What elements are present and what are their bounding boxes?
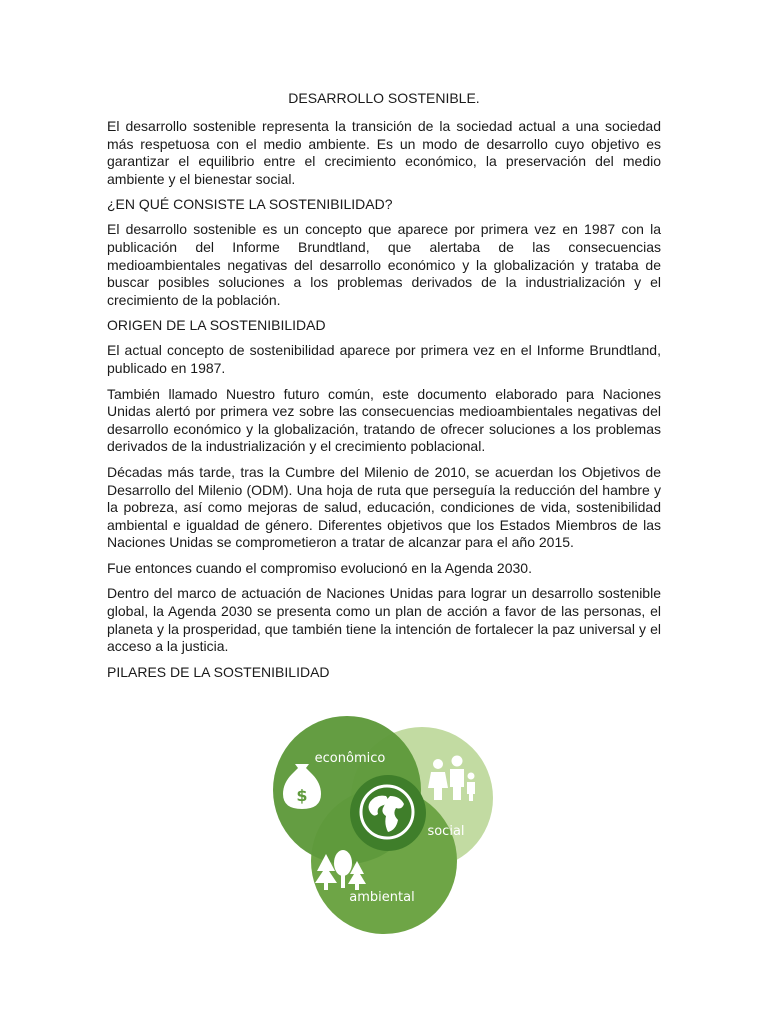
section-heading-origen: ORIGEN DE LA SOSTENIBILIDAD — [107, 317, 326, 334]
economic-label: econômico — [314, 751, 386, 766]
paragraph: El actual concepto de sostenibilidad aparece por primera vez en el Informe Brundtland, publicado en 1987. — [107, 342, 661, 376]
document-title: DESARROLLO SOSTENIBLE. — [288, 90, 480, 106]
paragraph: Fue entonces cuando el compromiso evolucionó en la Agenda 2030. — [107, 559, 532, 576]
svg-text:$: $ — [296, 786, 308, 805]
paragraph: Décadas más tarde, tras la Cumbre del Milenio de 2010, se acuerdan los Objetivos de Desarrollo del Milenio (ODM). Una hoja de ruta que perseguía la reducción del hambre y la pobreza, así como mejoras de salud, educación, condiciones de vida, sostenibilidad ambiental e igualdad de género. Diferentes objetivos que los Estados Miembros de las Naciones Unidas se comprometieron a tratar de alcanzar para el año 2015. — [107, 463, 661, 551]
section-heading-pilares: PILARES DE LA SOSTENIBILIDAD — [107, 663, 330, 680]
sustainability-pillars-diagram — [272, 716, 498, 934]
social-label: social — [427, 824, 465, 839]
paragraph: El desarrollo sostenible es un concepto que aparece por primera vez en 1987 con la publicación del Informe Brundtland, que alertaba de las consecuencias medioambientales negativas del desarrollo económico y la globalización y trataba de buscar posibles soluciones a los problemas derivados de la industrialización y el crecimiento de la población. — [107, 221, 661, 308]
intro-paragraph: El desarrollo sostenible representa la transición de la sociedad actual a una sociedad más respetuosa con el medio ambiente. Es un modo de desarrollo cuyo objetivo es garantizar el equilibrio entre el crecimiento económico, la preservación del medio ambiente y el bienestar social. — [107, 118, 661, 187]
section-heading-consiste: ¿EN QUÉ CONSISTE LA SOSTENIBILIDAD? — [107, 196, 393, 213]
paragraph: Dentro del marco de actuación de Naciones Unidas para lograr un desarrollo sostenible global, la Agenda 2030 se presenta como un plan de acción a favor de las personas, el planeta y la prosperidad, que también tiene la intención de fortalecer la paz universal y el acceso a la justicia. — [107, 585, 661, 655]
environmental-label: ambiental — [349, 890, 415, 905]
paragraph: También llamado Nuestro futuro común, este documento elaborado para Naciones Unidas alertó por primera vez sobre las consecuencias medioambientales negativas del desarrollo económico y la globalización, tratando de ofrecer soluciones a los problemas derivados de la industrialización y el crecimiento poblacional. — [107, 385, 661, 455]
